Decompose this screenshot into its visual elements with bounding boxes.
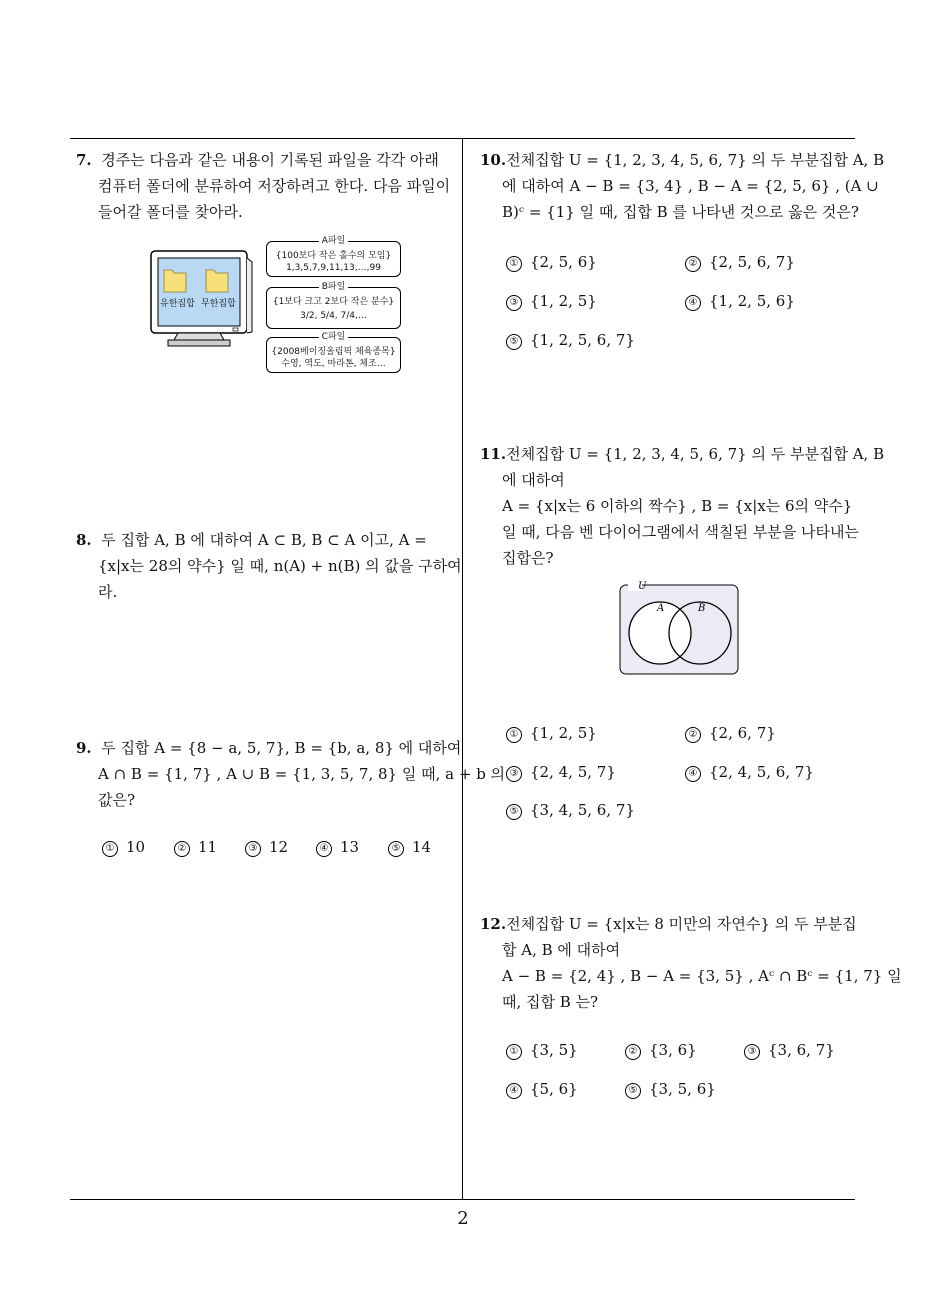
- file-box-c: C파일 {2008베이징올림픽 체육종목} 수영, 역도, 마라톤, 체조…: [266, 337, 401, 373]
- question-number: 10.: [480, 151, 507, 169]
- column-divider: [462, 138, 463, 1200]
- question-number: 7.: [76, 151, 92, 169]
- question-9: 9. 두 집합 A = {8 − a, 5, 7}, B = {b, a, 8} 에 대하여 A ∩ B = {1, 7} , A ∪ B = {1, 3, 5, 7, 8} 일 때, a + b 의 값은?: [76, 739, 506, 809]
- q9-option-1[interactable]: ① 10: [102, 838, 145, 857]
- q10-option-1[interactable]: ① {2, 5, 6}: [506, 253, 597, 272]
- question-7: 7. 경주는 다음과 같은 내용이 기록된 파일을 각각 아래 컴퓨터 폴더에 분류하여 저장하려고 한다. 다음 파일이 들어갈 폴더를 찾아라.: [76, 151, 451, 221]
- q12-option-1[interactable]: ① {3, 5}: [506, 1041, 578, 1060]
- q11-option-2[interactable]: ② {2, 6, 7}: [685, 724, 776, 743]
- question-number: 8.: [76, 531, 92, 549]
- q12-option-3[interactable]: ③ {3, 6, 7}: [744, 1041, 835, 1060]
- q11-option-1[interactable]: ① {1, 2, 5}: [506, 724, 597, 743]
- q9-option-4[interactable]: ④ 13: [316, 838, 359, 857]
- venn-label-b: B: [698, 603, 706, 614]
- question-number: 12.: [480, 915, 507, 933]
- q9-option-5[interactable]: ⑤ 14: [388, 838, 431, 857]
- q9-option-3[interactable]: ③ 12: [245, 838, 288, 857]
- question-number: 9.: [76, 739, 92, 757]
- question-11: 11.전체집합 U = {1, 2, 3, 4, 5, 6, 7} 의 두 부분집합 A, B 에 대하여 A = {x|x는 6 이하의 짝수} , B = {x|x는 6의 약수} 일 때, 다음 벤 다이어그램에서 색칠된 부분을 나타내는 집합은?: [480, 445, 885, 567]
- venn-diagram: [618, 578, 742, 678]
- question-12: 12.전체집합 U = {x|x는 8 미만의 자연수} 의 두 부분집 합 A, B 에 대하여 A − B = {2, 4} , B − A = {3, 5} , Aᶜ ∩ Bᶜ = {1, 7} 일 때, 집합 B 는?: [480, 915, 902, 1011]
- question-number: 11.: [480, 445, 507, 463]
- q10-option-2[interactable]: ② {2, 5, 6, 7}: [685, 253, 795, 272]
- q10-option-3[interactable]: ③ {1, 2, 5}: [506, 292, 597, 311]
- folder-label-infinite: 무한집합: [201, 299, 236, 309]
- q9-option-2[interactable]: ② 11: [174, 838, 217, 857]
- question-8: 8. 두 집합 A, B 에 대하여 A ⊂ B, B ⊂ A 이고, A = {x|x는 28의 약수} 일 때, n(A) + n(B) 의 값을 구하여 라.: [76, 531, 462, 601]
- q10-option-4[interactable]: ④ {1, 2, 5, 6}: [685, 292, 795, 311]
- folder-label-finite: 유한집합: [160, 299, 195, 309]
- q11-option-5[interactable]: ⑤ {3, 4, 5, 6, 7}: [506, 801, 635, 820]
- q12-option-4[interactable]: ④ {5, 6}: [506, 1080, 578, 1099]
- venn-label-a: A: [657, 603, 665, 614]
- q11-option-4[interactable]: ④ {2, 4, 5, 6, 7}: [685, 763, 814, 782]
- venn-label-u: U: [638, 581, 647, 592]
- q10-option-5[interactable]: ⑤ {1, 2, 5, 6, 7}: [506, 331, 635, 350]
- file-box-a: A파일 {100보다 작은 홀수의 모임} 1,3,5,7,9,11,13,…,99: [266, 241, 401, 277]
- q12-option-2[interactable]: ② {3, 6}: [625, 1041, 697, 1060]
- q12-option-5[interactable]: ⑤ {3, 5, 6}: [625, 1080, 716, 1099]
- q11-option-3[interactable]: ③ {2, 4, 5, 7}: [506, 763, 616, 782]
- page-number: 2: [457, 1208, 469, 1229]
- question-10: 10.전체집합 U = {1, 2, 3, 4, 5, 6, 7} 의 두 부분집합 A, B 에 대하여 A − B = {3, 4} , B − A = {2, 5, 6} , (A ∪ B)ᶜ = {1} 일 때, 집합 B 를 나타낸 것으로 옳은 것은?: [480, 151, 885, 221]
- file-box-b: B파일 {1보다 크고 2보다 작은 분수} 3/2, 5/4, 7/4,…: [266, 287, 401, 329]
